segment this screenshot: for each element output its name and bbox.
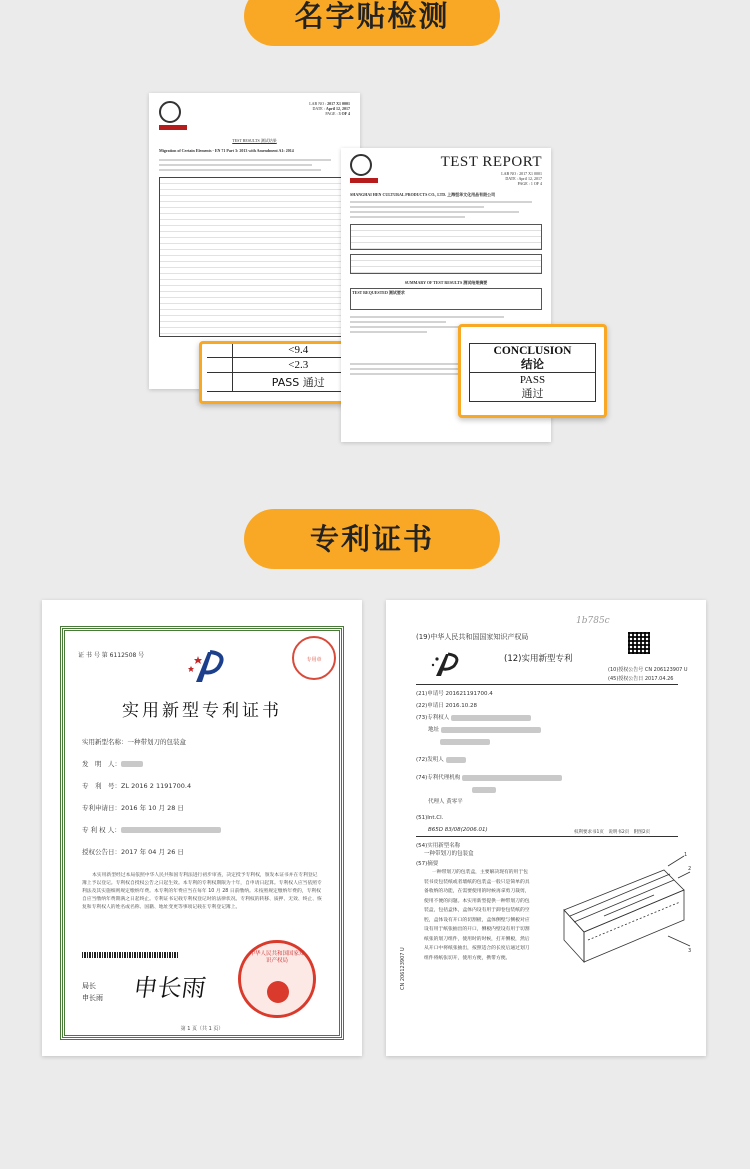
- page-number: 3 OF 4: [338, 111, 350, 116]
- utility-name-head: (54)实用新型名称: [416, 843, 461, 849]
- director-label: 局长: [82, 982, 96, 990]
- patent-certificate: [42, 600, 362, 1056]
- official-seal: 中华人民共和国国家知识产权局: [238, 940, 316, 1018]
- date-label: DATE :: [312, 106, 325, 111]
- callout-row-3: PASS 通过: [232, 373, 365, 392]
- report-date-2: April 12, 2017: [518, 176, 542, 181]
- office-name: (19)中华人民共和国国家知识产权局: [416, 633, 529, 641]
- lab-no-label: LAB NO :: [309, 101, 327, 106]
- int-cl-value: B65D 83/08(2006.01): [428, 827, 488, 833]
- section-title-name-test: 名字贴检测: [244, 0, 500, 46]
- filing-date: 专利申请日：2016 年 10 月 28 日: [82, 804, 184, 812]
- patent-drawing: [544, 850, 694, 1000]
- certificate-number: 证 书 号 第 6112508 号: [78, 652, 145, 659]
- utility-name-value: 一种带划刀的包装盒: [424, 851, 474, 857]
- page-label: PAGE :: [325, 111, 338, 116]
- patentee-label-2: (73)专利权人: [416, 715, 450, 721]
- pages-info: 权利要求书1页 说明书2页 附图2页: [574, 830, 651, 835]
- lab-no-2: 2017 X1 0001: [519, 171, 542, 176]
- patent-gazette: [386, 600, 706, 1056]
- report-date: April 12, 2017: [325, 106, 350, 111]
- abstract-head: (57)摘要: [416, 861, 439, 867]
- cnipa-logo: [430, 650, 466, 678]
- application-number: (21)申请号 201621191700.4: [416, 691, 493, 697]
- applicant: SHANGHAI HEN CULTURAL PRODUCTS CO., LTD. 上海恒华文化用品有限公司: [350, 192, 496, 197]
- application-date: (22)申请日 2016.10.28: [416, 703, 478, 709]
- side-publication-number: CN 206123907 U: [400, 947, 406, 990]
- svg-text:3: 3: [688, 948, 692, 954]
- results-table: [159, 177, 350, 337]
- summary-title: SUMMARY OF TEST RESULTS 测试结果摘要: [404, 280, 488, 285]
- director-name: 申长雨: [82, 994, 103, 1002]
- patent-office-logo: [188, 646, 232, 686]
- top-stamp: 专用章: [292, 636, 336, 680]
- conclusion-heading: CONCLUSION: [493, 345, 572, 357]
- agent: 代理人 黄零平: [428, 799, 463, 805]
- results-title: TEST RESULTS 测试结果: [232, 138, 277, 143]
- section-title-patent: 专利证书: [244, 509, 500, 569]
- svg-text:1: 1: [684, 852, 688, 858]
- bureau-veritas-logo-bar: [159, 125, 187, 130]
- director-signature: 申长雨: [131, 974, 208, 1002]
- svg-text:2: 2: [688, 866, 692, 872]
- bureau-veritas-logo-bar-2: [350, 178, 378, 183]
- bureau-veritas-logo: [159, 101, 181, 123]
- test-report-document: TEST REPORT LAB NO : 2017 X1 0001 DATE : April 12, 2017 PAGE : 1 OF 4 SHANGHAI HEN CULTURAL PRODUCTS CO., LTD. 上海恒华文化用品有限公司 SUMMARY OF TEST RESULTS 测试结果摘要 TEST REQUESTED 测试要求: [341, 148, 551, 442]
- seal-emblem-icon: [267, 981, 289, 1003]
- callout-row-2: <2.3: [232, 358, 365, 373]
- inventor-label-2: (72)发明人: [416, 757, 444, 763]
- conclusion-heading-cn: 结论: [521, 357, 544, 371]
- test-requested: TEST REQUESTED 测试要求: [352, 290, 405, 295]
- lab-no: 2017 X1 0001: [327, 101, 350, 106]
- int-cl-label: (51)Int.Cl.: [416, 815, 444, 821]
- certificate-title: 实用新型专利证书: [122, 701, 282, 721]
- agency-label: (74)专利代理机构: [416, 775, 461, 781]
- qr-code: [628, 632, 650, 654]
- handwritten-note: 1b785c: [576, 616, 610, 626]
- publication-number: (10)授权公告号 CN 206123907 U: [608, 667, 688, 673]
- report-title: TEST REPORT: [440, 154, 542, 170]
- inventor-label: 发 明 人：: [82, 760, 121, 768]
- patent-type: (12)实用新型专利: [504, 654, 573, 664]
- utility-name: 实用新型名称：一种带划刀的包装盒: [82, 738, 186, 746]
- bureau-veritas-logo-2: [350, 154, 372, 176]
- grant-date: 授权公告日：2017 年 04 月 26 日: [82, 848, 184, 856]
- page-number-2: 1 OF 4: [530, 181, 542, 186]
- conclusion-pass-cn: 通过: [521, 387, 544, 400]
- certificate-page-note: 第 1 页（共 1 页）: [180, 1026, 224, 1032]
- conclusion-callout: [458, 324, 607, 418]
- patent-number: 专 利 号：ZL 2016 2 1191700.4: [82, 782, 192, 790]
- patentee-label: 专 利 权 人：: [82, 826, 121, 834]
- migration-title: Migration of Certain Elements - EN 71 Part 3: 2013 with Amendment A1: 2014: [159, 148, 294, 153]
- conclusion-pass: PASS: [519, 374, 546, 386]
- abstract-text: 一种带划刀的包装盒，主要解决现有的用于包装书皮包装纸或者墙纸的包装盒一般只是简单的具备收纳的功能，在需要使用的时候再拿剪刀裁剪，使用不便的问题。本实用新型提供一种带划刀的包装盒，包括盒体，盒体内设有用于卸卷包装纸的空腔，盒体设有开口的切割板，盒体侧壁与侧板对应设有用于纸张抽出的开口，侧板内壁设有用于切割纸张的划刀组件，使用时的时候，打开侧板，然后从开口中将纸张抽出，按照适合的长度后通过划刀组件将纸张切开，使用方便，携带方便。: [424, 870, 530, 961]
- address-label: 地址: [428, 727, 440, 733]
- certificate-body: 本实用新型经过本局依照中华人民共和国专利法进行初步审查，决定授予专利权，颁发本证书并在专利登记簿上予以登记。专利权自授权公告之日起生效。本专利的专利权期限为十年，自申请日起算。专利权人应当依照专利法及其实施细则规定缴纳年费。本专利的年费应当在每年 10 月 28 日前缴纳。未按照规定缴纳年费的，专利权自应当缴纳年费期满之日起终止。专利证书记载专利权登记时的法律状况。专利权的转移、质押、无效、终止、恢复和专利权人的姓名或名称、国籍、地址变更等事项记载在专利登记簿上。: [82, 873, 322, 910]
- barcode: [82, 952, 178, 958]
- callout-row-1: <9.4: [232, 343, 365, 358]
- publication-date: (45)授权公告日 2017.04.26: [608, 676, 674, 682]
